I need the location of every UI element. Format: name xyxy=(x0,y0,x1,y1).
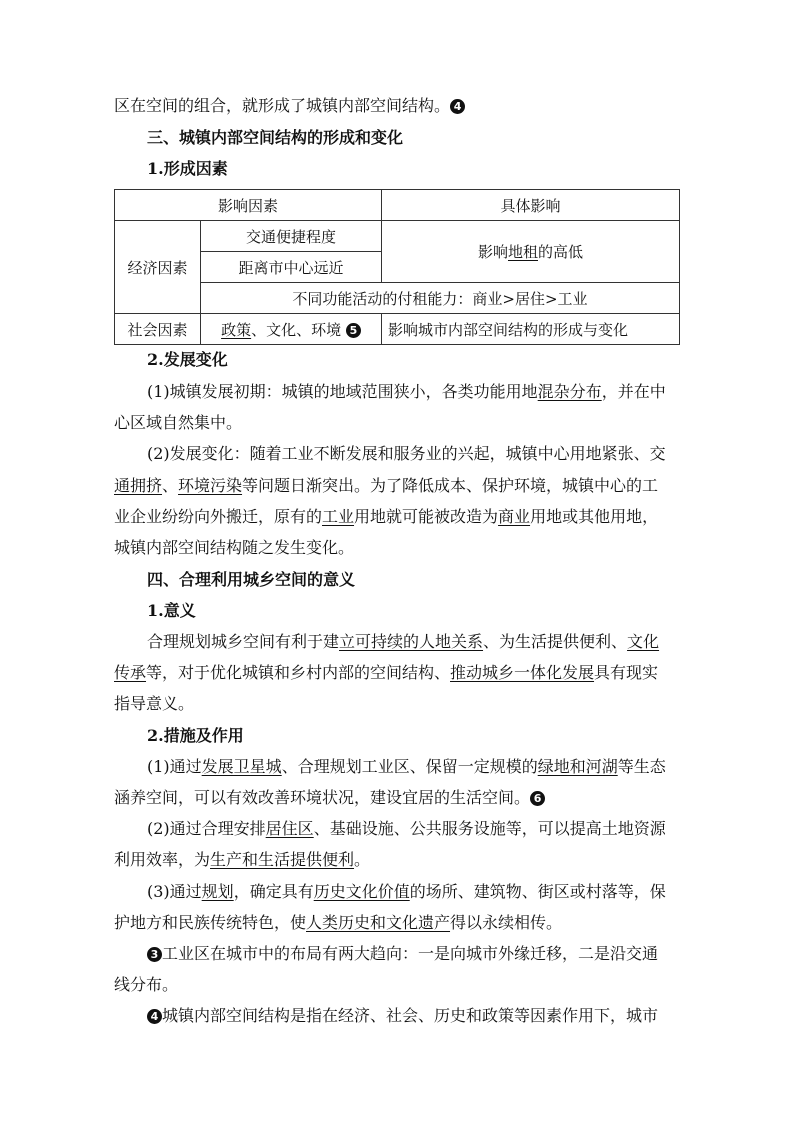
text: (1)城镇发展初期：城镇的地域范围狭小，各类功能用地 xyxy=(147,382,538,401)
cell-rent-effect xyxy=(382,221,680,283)
underlined-text: 立可持续的人地关系 xyxy=(339,632,484,651)
underlined-text: 环境污染 xyxy=(178,476,243,495)
text: 护地方和民族传统特色，使 xyxy=(114,913,307,932)
subheading-formation-factors: 1.形成因素 xyxy=(147,159,228,178)
paragraph-line xyxy=(114,476,658,496)
text: 影响 xyxy=(477,243,508,261)
text: 、基础设施、公共服务设施等，可以提高土地资源 xyxy=(313,819,666,838)
text: 得以永续相传。 xyxy=(450,913,563,932)
footnote-marker-3: 3 xyxy=(147,947,162,962)
factors-table xyxy=(114,189,680,345)
text: 利用效率，为 xyxy=(114,850,211,869)
text: 合理规划城乡空间有利于建 xyxy=(147,632,340,651)
cell-bid-rent: 不同功能活动的付租能力：商业>居住>工业 xyxy=(201,283,680,314)
paragraph-line: 城镇内部空间结构随之发生变化。 xyxy=(114,538,355,557)
text: 等生态 xyxy=(617,757,666,776)
text: 的高低 xyxy=(538,243,584,261)
cell-social-items xyxy=(201,314,382,345)
text: 业企业纷纷向外搬迁，原有的 xyxy=(114,507,323,526)
paragraph-line xyxy=(147,632,659,652)
paragraph-line: 指导意义。 xyxy=(114,694,195,713)
note-line xyxy=(147,1006,658,1026)
underlined-text: 地租 xyxy=(507,243,538,261)
underlined-text: 人类历史和文化遗产 xyxy=(306,913,451,932)
text: 的场所、建筑物、街区或村落等，保 xyxy=(409,882,666,901)
text: 区在空间的组合，就形成了城镇内部空间结构。 xyxy=(114,96,451,115)
paragraph-line xyxy=(114,913,562,933)
subheading-measures: 2.措施及作用 xyxy=(147,726,244,745)
paragraph-line xyxy=(147,382,666,402)
paragraph-line xyxy=(114,850,370,870)
text: 工业区在城市中的布局有两大趋向：一是向城市外缘迁移，二是沿交通 xyxy=(162,944,659,963)
footnote-marker-4: 4 xyxy=(147,1009,162,1024)
cell-economic-factor: 经济因素 xyxy=(115,221,201,314)
underlined-text: 历史文化价值 xyxy=(313,882,410,901)
text: 用地就可能被改造为 xyxy=(354,507,499,526)
underlined-text: 发展卫星城 xyxy=(201,757,282,776)
paragraph-line xyxy=(114,788,545,808)
underlined-text: 居住区 xyxy=(265,819,314,838)
subheading-meaning: 1.意义 xyxy=(147,601,196,620)
underlined-text: 文化 xyxy=(627,632,660,651)
text: 、为生活提供便利、 xyxy=(483,632,628,651)
text: 用地或其他用地， xyxy=(530,507,659,526)
text: 、 xyxy=(162,476,179,495)
underlined-text: 通拥挤 xyxy=(114,476,163,495)
section-heading-4: 四、合理利用城乡空间的意义 xyxy=(147,570,356,589)
text: 。 xyxy=(354,850,371,869)
text: ，确定具有 xyxy=(233,882,314,901)
cell-distance: 距离市中心远近 xyxy=(201,252,382,283)
note-line: 线分布。 xyxy=(114,975,179,994)
cell-social-effect: 影响城市内部空间结构的形成与变化 xyxy=(382,314,680,345)
section-heading-3: 三、城镇内部空间结构的形成和变化 xyxy=(147,128,404,147)
text: (3)通过 xyxy=(147,882,202,901)
paragraph-line: (2)发展变化：随着工业不断发展和服务业的兴起，城镇中心用地紧张、交 xyxy=(147,444,666,463)
text: 涵养空间，可以有效改善环境状况，建设宜居的生活空间。 xyxy=(114,788,531,807)
table-header-effect: 具体影响 xyxy=(382,190,680,221)
underlined-text: 推动城乡一体化发展 xyxy=(450,663,595,682)
cell-traffic: 交通便捷程度 xyxy=(201,221,382,252)
table-header-factor: 影响因素 xyxy=(115,190,382,221)
underlined-text: 工业 xyxy=(322,507,355,526)
text: (1)通过 xyxy=(147,757,202,776)
underlined-text: 商业 xyxy=(498,507,531,526)
footnote-marker-4: 4 xyxy=(450,99,465,114)
subheading-development: 2.发展变化 xyxy=(147,350,228,369)
cell-social-factor: 社会因素 xyxy=(115,314,201,345)
paragraph-line xyxy=(147,819,666,839)
paragraph-line xyxy=(147,757,666,777)
underlined-text: 规划 xyxy=(201,882,234,901)
text: 等，对于优化城镇和乡村内部的空间结构、 xyxy=(146,663,451,682)
paragraph-line xyxy=(114,96,465,116)
footnote-marker-6: 6 xyxy=(530,791,545,806)
underlined-text: 绿地和河湖 xyxy=(537,757,618,776)
text: 、文化、环境 xyxy=(251,320,342,339)
paragraph-line xyxy=(114,663,658,683)
text: 等问题日渐突出。为了降低成本、保护环境，城镇中心的工 xyxy=(242,476,659,495)
underlined-text: 混杂分布 xyxy=(537,382,602,401)
text: (2)通过合理安排 xyxy=(147,819,266,838)
paragraph-line xyxy=(114,507,658,527)
underlined-text: 传承 xyxy=(114,663,147,682)
underlined-text: 生产和生活提供便利 xyxy=(210,850,355,869)
underlined-text: 政策 xyxy=(221,320,252,339)
text: ，并在中 xyxy=(601,382,666,401)
text: 、合理规划工业区、保留一定规模的 xyxy=(281,757,538,776)
note-line xyxy=(147,944,658,964)
paragraph-line xyxy=(147,882,666,902)
text: 城镇内部空间结构是指在经济、社会、历史和政策等因素作用下，城市 xyxy=(162,1006,659,1025)
footnote-marker-5: 5 xyxy=(346,323,361,338)
text: 具有现实 xyxy=(594,663,659,682)
paragraph-line: 心区域自然集中。 xyxy=(114,413,243,432)
